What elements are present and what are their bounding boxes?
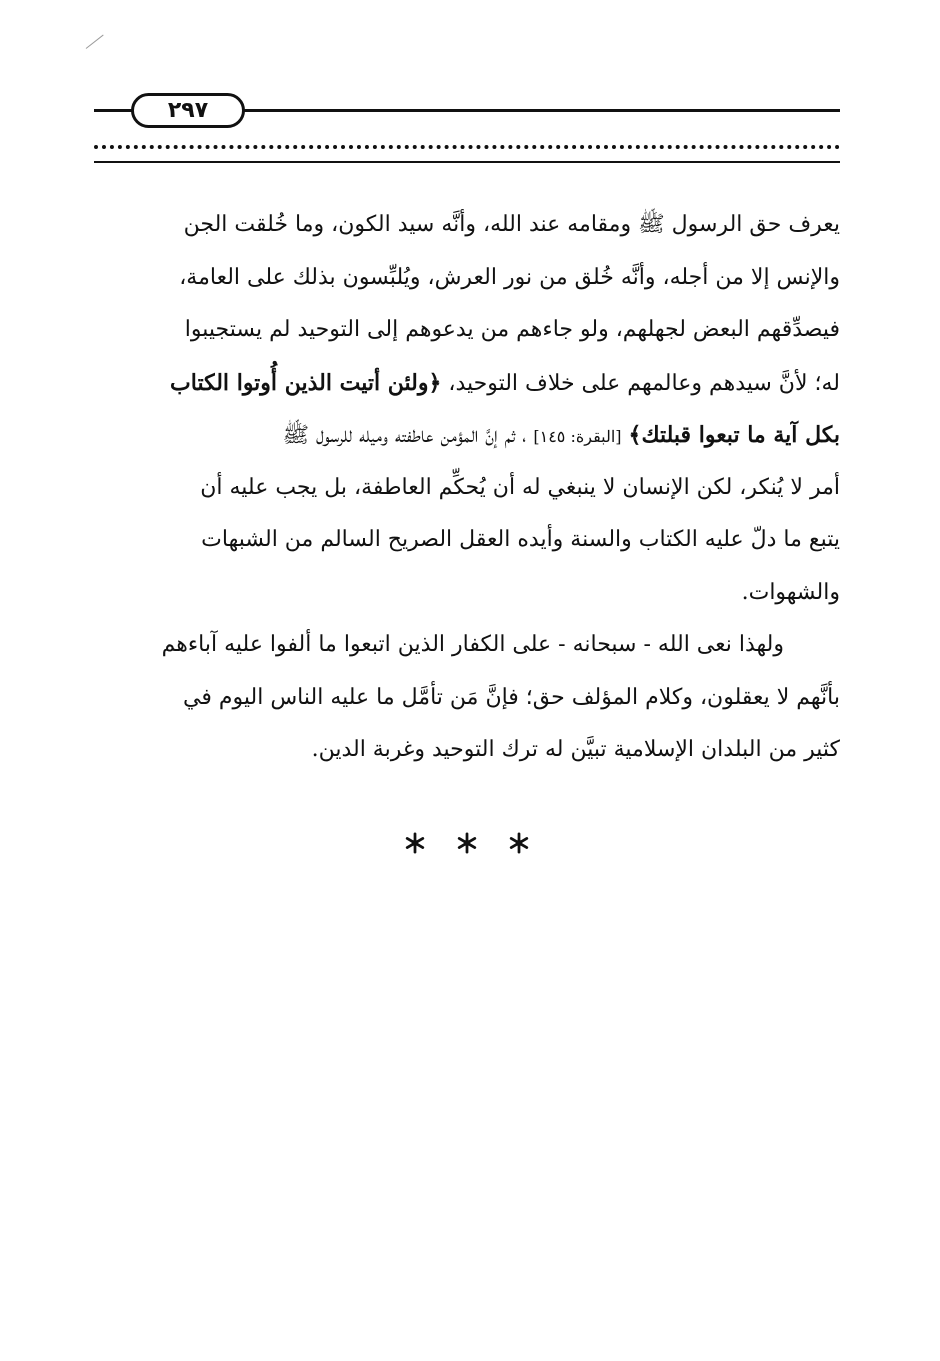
section-separator [404,828,530,858]
text-line: والإنس إلا من أجله، وأنَّه خُلق من نور العرش، ويُلبِّسون بذلك على العامة، [179,264,840,290]
text-line: أمر لا يُنكر، لكن الإنسان لا ينبغي له أن يُحكِّم العاطفة، بل يجب عليه أن [200,474,840,500]
header-bottom-rule [94,161,840,163]
line-text: له؛ لأنَّ سيدهم وعالمهم على خلاف التوحيد، [441,370,840,396]
asterisk-icon [508,832,530,854]
text-line: فيصدِّقهم البعض لجهلهم، ولو جاءهم من يدعوهم إلى التوحيد لم يستجيبوا [184,317,840,342]
line-text: ، ثم إنَّ المؤمن عاطفته وميله للرسول ﷺ [282,423,527,448]
header-dotted-rule [94,145,840,149]
quran-quote: ﴿ولئن أتيت الذين أُوتوا الكتاب [170,369,442,396]
text-line: كثير من البلدان الإسلامية تبيَّن له ترك التوحيد وغربة الدين. [311,737,840,762]
text-line: والشهوات. [741,579,840,605]
asterisk-icon [404,832,426,854]
text-line-with-quran [94,357,840,410]
text-line: ولهذا نعى الله - سبحانه - على الكفار الذين اتبعوا ما ألفوا عليه آباءهم [161,632,784,657]
text-line: يتبع ما دلّ عليه الكتاب والسنة وأيده العقل الصريح السالم من الشبهات [201,527,840,552]
quran-quote: بكل آية ما تبعوا قبلتك﴾ [628,422,840,448]
page-header [94,90,840,170]
text-line-with-quran-citation [94,409,840,462]
text-line: بأنَّهم لا يعقلون، وكلام المؤلف حق؛ فإنَّ مَن تأمَّل ما عليه الناس اليوم في [183,684,840,710]
text-line: يعرف حق الرسول ﷺ ومقامه عند الله، وأنَّه سيد الكون، وما خُلقت الجن [183,212,840,237]
paragraph-1 [94,199,840,619]
page-number-badge [131,93,245,128]
body-text [94,199,840,777]
scan-mark [86,35,104,49]
page-number: ٢٩٧ [167,97,209,123]
paragraph-2 [94,619,840,777]
quran-citation: [البقرة: ١٤٥] [533,427,622,446]
asterisk-icon [456,832,478,854]
